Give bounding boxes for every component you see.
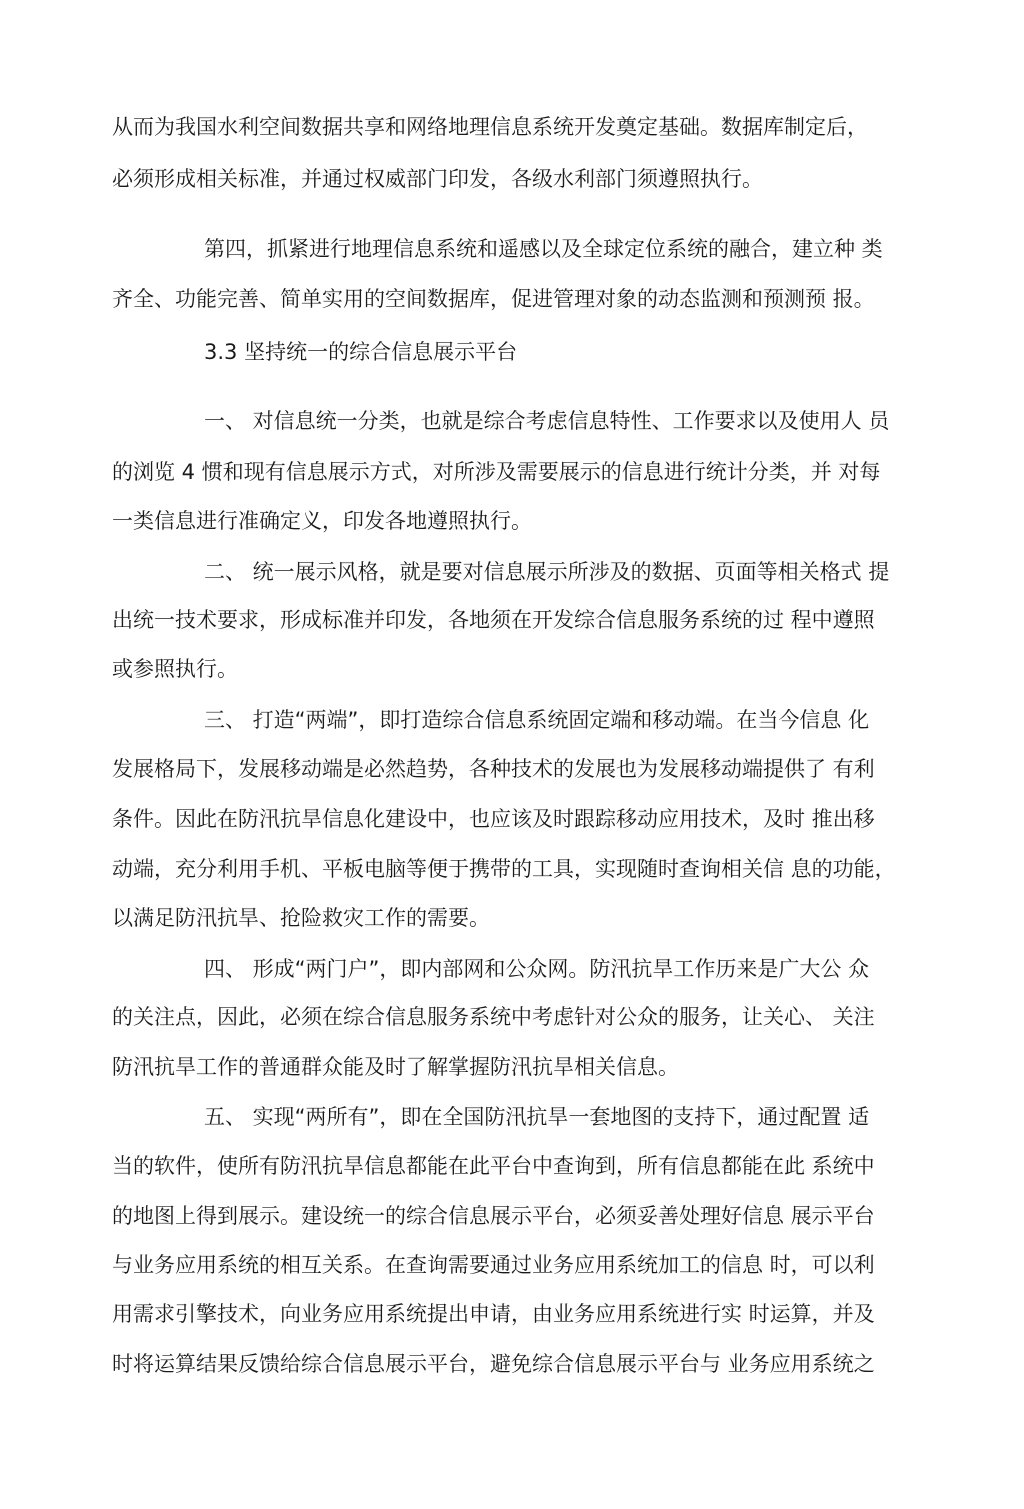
paragraph-start-line: 一、 对信息统一分类，也就是综合考虑信息特性、工作要求以及使用人 员 xyxy=(204,409,890,433)
text-line: 与业务应用系统的相互关系。在查询需要通过业务应用系统加工的信息 时，可以利 xyxy=(112,1253,875,1277)
text-line: 从而为我国水利空间数据共享和网络地理信息系统开发奠定基础。数据库制定后， xyxy=(112,115,868,139)
text-line: 必须形成相关标准，并通过权威部门印发，各级水利部门须遵照执行。 xyxy=(112,167,763,191)
text-line: 防汛抗旱工作的普通群众能及时了解掌握防汛抗旱相关信息。 xyxy=(112,1055,679,1079)
text-line: 的浏览 4 惯和现有信息展示方式，对所涉及需要展示的信息进行统计分类，并 对每 xyxy=(112,460,881,484)
section-heading: 3.3 坚持统一的综合信息展示平台 xyxy=(204,340,518,364)
paragraph-start-line: 四、 形成“两门户”，即内部网和公众网。防汛抗旱工作历来是广大公 众 xyxy=(204,957,870,981)
text-line: 齐全、功能完善、简单实用的空间数据库，促进管理对象的动态监测和预测预 报。 xyxy=(112,287,875,311)
text-line: 或参照执行。 xyxy=(112,657,238,681)
text-line: 动端，充分利用手机、平板电脑等便于携带的工具，实现随时查询相关信 息的功能， xyxy=(112,857,896,881)
text-line: 当的软件，使所有防汛抗旱信息都能在此平台中查询到，所有信息都能在此 系统中 xyxy=(112,1154,875,1178)
text-line: 的地图上得到展示。建设统一的综合信息展示平台，必须妥善处理好信息 展示平台 xyxy=(112,1204,875,1228)
text-line: 时将运算结果反馈给综合信息展示平台，避免综合信息展示平台与 业务应用系统之 xyxy=(112,1352,875,1376)
text-line: 条件。因此在防汛抗旱信息化建设中，也应该及时跟踪移动应用技术，及时 推出移 xyxy=(112,807,875,831)
paragraph-start-line: 二、 统一展示风格，就是要对信息展示所涉及的数据、页面等相关格式 提 xyxy=(204,560,890,584)
text-line: 用需求引擎技术，向业务应用系统提出申请，由业务应用系统进行实 时运算，并及 xyxy=(112,1302,875,1326)
paragraph-start-line: 第四，抓紧进行地理信息系统和遥感以及全球定位系统的融合，建立种 类 xyxy=(204,237,883,261)
text-line: 出统一技术要求，形成标准并印发，各地须在开发综合信息服务系统的过 程中遵照 xyxy=(112,608,875,632)
paragraph-start-line: 五、 实现“两所有”，即在全国防汛抗旱一套地图的支持下，通过配置 适 xyxy=(204,1105,870,1129)
text-line: 的关注点，因此，必须在综合信息服务系统中考虑针对公众的服务，让关心、 关注 xyxy=(112,1005,875,1029)
paragraph-start-line: 三、 打造“两端”，即打造综合信息系统固定端和移动端。在当今信息 化 xyxy=(204,708,870,732)
text-line: 以满足防汛抗旱、抢险救灾工作的需要。 xyxy=(112,906,490,930)
text-line: 发展格局下，发展移动端是必然趋势，各种技术的发展也为发展移动端提供了 有利 xyxy=(112,757,875,781)
text-line: 一类信息进行准确定义，印发各地遵照执行。 xyxy=(112,509,532,533)
